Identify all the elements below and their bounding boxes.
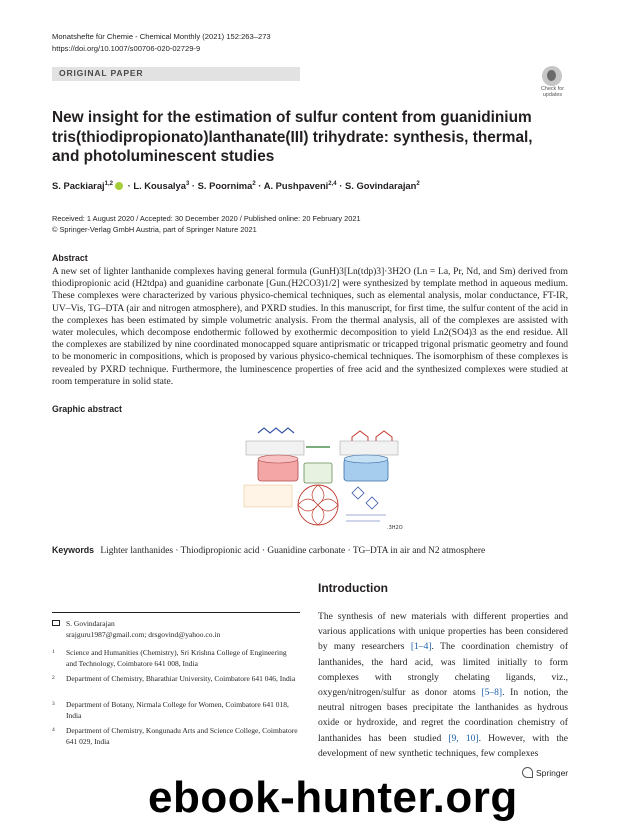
publication-dates: Received: 1 August 2020 / Accepted: 30 December 2020 / Published online: 20 February 2021 — [52, 214, 361, 223]
journal-line: Monatshefte für Chemie - Chemical Monthly (2021) 152:263–273 — [52, 32, 271, 41]
author-list — [52, 180, 420, 191]
author-separator: · — [336, 180, 345, 191]
introduction-heading: Introduction — [318, 581, 388, 595]
citation-link[interactable]: [9, 10] — [448, 732, 479, 744]
doi-link[interactable]: https://doi.org/10.1007/s00706-020-02729-9 — [52, 44, 201, 53]
author-separator: · — [125, 180, 134, 191]
graphic-abstract-image — [240, 423, 405, 531]
abstract-text: A new set of lighter lanthanide complexes having general formula (GunH)3[Ln(tdp)3]·3H2O (Ln = La, Pr, Nd, and Sm) derived from thiodipropionic acid (H2tdpa) and guanidine carbonate [Gun.(H2CO3)1/2] were synthesized by template method in aqueous medium. These complexes were characterized by various physico-chemical techniques, such as elemental analysis, molar conductance, FT-IR, UV–Vis, TG–DTA (air and nitrogen atmosphere), and PXRD studies. In this manuscript, for first time, the sulfur content of the acid in the complexes has been estimated by simple volumetric analysis. From the thermal analysis, all of the complexes are assisted with water molecules, which decompose endothermic followed by exothermic decomposition to yield Ln2(SO4)3 as the end residue. All the complexes are stabilized by nine coordinated monocapped square antiprismatic or tricapped trigonal prismatic geometry and found to be monomeric in compositions, which is proposed by various physico-chemical techniques. The isomorphism of these complexes is revealed by PXRD technique. Furthermore, the luminescence properties of free acid and the synthesized complexes were studied at room temperature in solid state. — [52, 266, 568, 387]
intro-text-part: . However, with the development of new synthetic techniques, few complexes — [318, 732, 568, 759]
article-title: New insight for the estimation of sulfur content from guanidinium tris(thiodipropionato)lanthanate(III) trihydrate: synthesis, thermal, and photoluminescent studies — [52, 109, 533, 165]
affiliation-text: Department of Chemistry, Bharathiar University, Coimbatore 641 046, India — [66, 674, 296, 683]
introduction-text — [318, 609, 568, 761]
author-affiliation-marker: 2 — [416, 180, 420, 187]
orcid-icon[interactable] — [115, 182, 123, 190]
author-separator: · — [255, 180, 264, 191]
author-name[interactable]: S. Packiaraj — [52, 180, 105, 191]
intro-text-part: . The coordination chemistry of lanthanides, the hard acid, was limited initially to form complexes with strongly chelating ligands, viz., oxygen/nitrogen/sulfur as donor atoms — [318, 641, 568, 699]
keywords-text: Lighter lanthanides · Thiodipropionic acid · Guanidine carbonate · TG–DTA in air and N2 atmosphere — [100, 546, 486, 556]
crossmark-icon — [542, 66, 562, 86]
affiliation-number: 3 — [52, 701, 55, 707]
svg-text:.3H2O: .3H2O — [387, 525, 403, 531]
citation-link[interactable]: [1–4] — [410, 641, 432, 653]
article-type-label: ORIGINAL PAPER — [59, 68, 144, 78]
watermark-text: ebook-hunter.org — [148, 773, 518, 822]
keywords-label: Keywords — [52, 545, 95, 555]
author-name[interactable]: S. Poornima — [197, 180, 253, 191]
springer-horse-icon — [522, 767, 533, 778]
intro-text-part: The synthesis of new materials with different properties and various applications with unique properties has been considered by many researchers — [318, 611, 568, 653]
affiliation-text: Department of Botany, Nirmala College for Women, Coimbatore 641 018, India — [66, 700, 289, 720]
author-affiliation-marker: 1,2 — [104, 180, 113, 187]
affiliation-text: Department of Chemistry, Kongunadu Arts and Science College, Coimbatore 641 029, India — [66, 726, 298, 746]
check-for-updates-badge[interactable] — [537, 66, 568, 99]
author-name[interactable]: S. Govindarajan — [344, 180, 417, 191]
author-affiliation-marker: 3 — [185, 180, 190, 187]
article-history — [52, 214, 361, 235]
citation-link[interactable]: [5–8] — [481, 687, 503, 699]
article-type-banner — [52, 67, 300, 81]
envelope-icon — [52, 620, 60, 626]
abstract-heading: Abstract — [52, 253, 88, 263]
intro-text-part: . In notion, the neutral nitrogen bases precipitate the lanthanides as hydrous oxide or hydroxide, and regret the coordination chemistry of lanthanides has been studied — [318, 687, 568, 744]
journal-citation — [52, 31, 271, 55]
affiliation-number: 2 — [52, 675, 55, 681]
affiliation-text: Science and Humanities (Chemistry), Sri Krishna College of Engineering and Technology, Coimbatore 641 008, India — [66, 648, 287, 668]
graphic-abstract-heading: Graphic abstract — [52, 404, 122, 414]
author-affiliation-marker: 2 — [252, 180, 256, 187]
author-affiliation-marker: 2,4 — [328, 180, 337, 187]
check-updates-label: Check for updates — [540, 86, 565, 98]
copyright-line: © Springer-Verlag GmbH Austria, part of Springer Nature 2021 — [52, 224, 257, 234]
corresponding-emails[interactable]: srajguru1987@gmail.com; drsgovind@yahoo.co.in — [66, 629, 221, 639]
affiliation-number: 1 — [52, 649, 55, 655]
author-name[interactable]: L. Kousalya — [133, 180, 186, 191]
publisher-name: Springer — [536, 768, 569, 778]
affiliation-number: 4 — [52, 727, 55, 733]
footnote-divider — [52, 612, 300, 613]
author-separator: · — [189, 180, 198, 191]
keywords-line — [52, 545, 485, 556]
publisher-logo — [522, 767, 568, 778]
author-name[interactable]: A. Pushpaveni — [263, 180, 329, 191]
corresponding-author: S. Govindarajan — [66, 619, 115, 628]
